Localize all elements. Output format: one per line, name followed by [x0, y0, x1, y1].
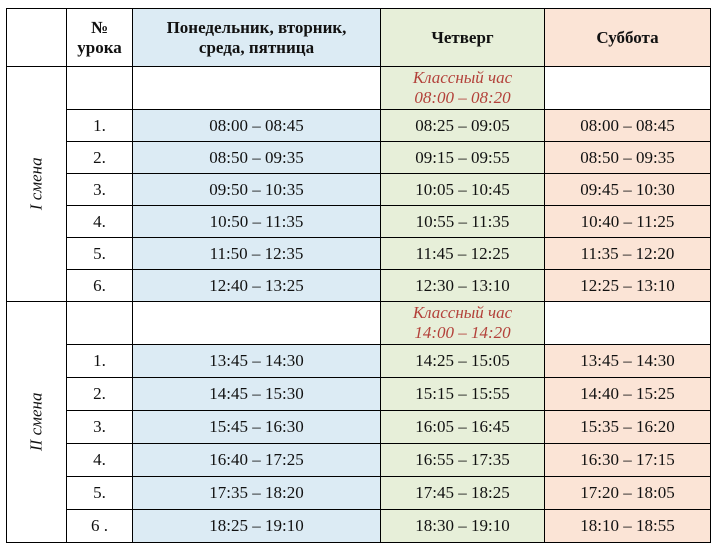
header-row	[7, 9, 711, 67]
class-hour-number-cell	[67, 67, 133, 110]
shift-1-class-hour-row	[7, 67, 711, 110]
time-mon: 14:45 – 15:30	[133, 378, 381, 411]
shift-1-label: I смена	[26, 157, 46, 211]
time-sat: 15:35 – 16:20	[545, 411, 711, 444]
shift-2-class-hour-row	[7, 302, 711, 345]
time-sat: 14:40 – 15:25	[545, 378, 711, 411]
lesson-number: 4.	[67, 206, 133, 238]
lesson-number: 5.	[67, 477, 133, 510]
time-sat: 13:45 – 14:30	[545, 345, 711, 378]
time-mon: 08:00 – 08:45	[133, 110, 381, 142]
table-row	[7, 142, 711, 174]
time-thu: 16:05 – 16:45	[381, 411, 545, 444]
header-lesson-number-line2: урока	[77, 37, 122, 57]
time-sat: 10:40 – 11:25	[545, 206, 711, 238]
shift-2-label-cell	[7, 302, 67, 543]
class-hour-number-cell	[67, 302, 133, 345]
time-thu: 11:45 – 12:25	[381, 238, 545, 270]
schedule-table	[6, 8, 711, 543]
header-lesson-number	[67, 9, 133, 67]
time-mon: 10:50 – 11:35	[133, 206, 381, 238]
time-mon: 09:50 – 10:35	[133, 174, 381, 206]
time-sat: 11:35 – 12:20	[545, 238, 711, 270]
table-row	[7, 378, 711, 411]
lesson-number: 3.	[67, 174, 133, 206]
time-sat: 09:45 – 10:30	[545, 174, 711, 206]
table-row	[7, 444, 711, 477]
time-thu: 10:05 – 10:45	[381, 174, 545, 206]
shift-1-label-cell	[7, 67, 67, 302]
table-row	[7, 477, 711, 510]
class-hour-thursday	[381, 302, 545, 345]
time-mon: 13:45 – 14:30	[133, 345, 381, 378]
class-hour-sat-cell	[545, 302, 711, 345]
class-hour-mon-cell	[133, 67, 381, 110]
lesson-number: 1.	[67, 345, 133, 378]
lesson-number: 6.	[67, 270, 133, 302]
time-mon: 08:50 – 09:35	[133, 142, 381, 174]
time-sat: 12:25 – 13:10	[545, 270, 711, 302]
time-thu: 12:30 – 13:10	[381, 270, 545, 302]
shift-2-label: II смена	[26, 392, 46, 452]
time-thu: 09:15 – 09:55	[381, 142, 545, 174]
time-sat: 08:50 – 09:35	[545, 142, 711, 174]
class-hour-sat-cell	[545, 67, 711, 110]
lesson-number: 2.	[67, 378, 133, 411]
table-row	[7, 238, 711, 270]
time-sat: 18:10 – 18:55	[545, 510, 711, 543]
time-thu: 15:15 – 15:55	[381, 378, 545, 411]
header-mon-tue-wed-fri: Понедельник, вторник, среда, пятница	[133, 9, 381, 67]
time-mon: 12:40 – 13:25	[133, 270, 381, 302]
lesson-number: 2.	[67, 142, 133, 174]
table-row	[7, 345, 711, 378]
class-hour-mon-cell	[133, 302, 381, 345]
header-thursday: Четверг	[381, 9, 545, 67]
time-thu: 10:55 – 11:35	[381, 206, 545, 238]
class-hour-title: Классный час	[412, 68, 513, 88]
header-saturday: Суббота	[545, 9, 711, 67]
class-hour-time: 08:00 – 08:20	[414, 88, 511, 107]
time-sat: 08:00 – 08:45	[545, 110, 711, 142]
table-row	[7, 270, 711, 302]
time-thu: 08:25 – 09:05	[381, 110, 545, 142]
class-hour-time: 14:00 – 14:20	[414, 323, 511, 342]
lesson-number: 4.	[67, 444, 133, 477]
time-mon: 17:35 – 18:20	[133, 477, 381, 510]
header-lesson-number-line1: №	[90, 17, 109, 37]
time-mon: 18:25 – 19:10	[133, 510, 381, 543]
table-row	[7, 174, 711, 206]
lesson-number: 1.	[67, 110, 133, 142]
lesson-number: 6 .	[67, 510, 133, 543]
time-thu: 17:45 – 18:25	[381, 477, 545, 510]
time-sat: 17:20 – 18:05	[545, 477, 711, 510]
time-mon: 15:45 – 16:30	[133, 411, 381, 444]
time-mon: 11:50 – 12:35	[133, 238, 381, 270]
time-thu: 16:55 – 17:35	[381, 444, 545, 477]
time-thu: 18:30 – 19:10	[381, 510, 545, 543]
lesson-number: 5.	[67, 238, 133, 270]
table-row	[7, 110, 711, 142]
time-thu: 14:25 – 15:05	[381, 345, 545, 378]
header-empty-cell	[7, 9, 67, 67]
time-sat: 16:30 – 17:15	[545, 444, 711, 477]
lesson-number: 3.	[67, 411, 133, 444]
table-row	[7, 510, 711, 543]
class-hour-thursday	[381, 67, 545, 110]
table-row	[7, 206, 711, 238]
table-row	[7, 411, 711, 444]
time-mon: 16:40 – 17:25	[133, 444, 381, 477]
class-hour-title: Классный час	[412, 303, 513, 323]
